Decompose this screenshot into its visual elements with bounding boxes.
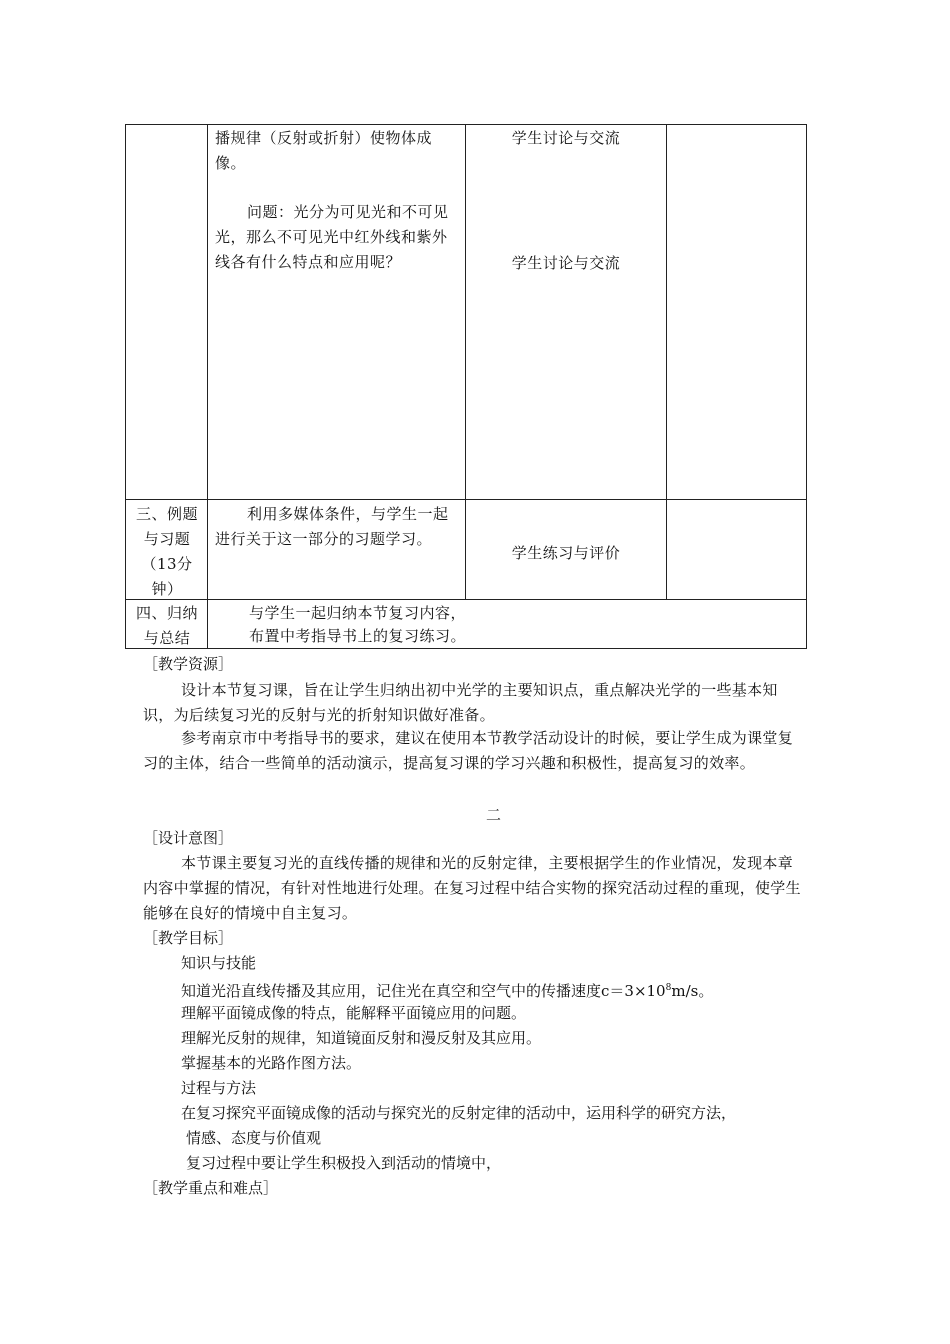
paragraph: 设计本节复习课，旨在让学生归纳出初中光学的主要知识点，重点解决光学的一些基本知识，为后续复习光的反射与光的折射知识做好准备。 [143,681,778,724]
table-cell: 播规律（反射或折射）使物体成像。 [215,129,433,172]
table-col-divider [666,124,667,599]
table-cell: 利用多媒体条件，与学生一起进行关于这一部分的习题学习。 [215,505,449,548]
table-border-left [125,124,126,649]
section-number: 二 [486,806,502,824]
goal-item: 理解光反射的规律，知道镜面反射和漫反射及其应用。 [181,1029,542,1047]
subheading: 过程与方法 [181,1079,257,1097]
paragraph: 本节课主要复习光的直线传播的规律和光的反射定律，主要根据学生的作业情况，发现本章内容中掌握的情况，有针对性地进行处理。在复习过程中结合实物的探究活动过程的重现，使学生能够在良好的情境中自主复习。 [143,854,801,922]
section-heading: ［教学资源］ [143,655,234,673]
lesson-table [125,124,807,649]
goal-item: 复习过程中要让学生积极投入到活动的情境中， [186,1154,502,1172]
section-heading: ［教学目标］ [143,929,234,947]
goal-exponent: 8 [665,983,672,993]
table-cell: 问题：光分为可见光和不可见光，那么不可见光中红外线和紫外线各有什么特点和应用呢？ [215,203,449,271]
table-col-divider [465,124,466,599]
table-cell: 三、例题与习题（13分钟） [135,505,198,598]
table-border-right [806,124,807,649]
table-cell: 学生讨论与交流 [511,254,621,272]
table-cell: 学生练习与评价 [511,544,621,562]
table-cell: 学生讨论与交流 [511,129,621,147]
subheading: 情感、态度与价值观 [186,1129,322,1147]
goal-item: 掌握基本的光路作图方法。 [181,1054,362,1072]
goal-item: 理解平面镜成像的特点，能解释平面镜应用的问题。 [181,1004,527,1022]
table-cell: 与学生一起归纳本节复习内容， [249,604,467,622]
table-row-divider [125,599,807,600]
section-heading: ［教学重点和难点］ [143,1179,279,1197]
goal-unit: m/s。 [671,982,714,1000]
table-row-divider [125,499,807,500]
goal-item: 在复习探究平面镜成像的活动与探究光的反射定律的活动中，运用科学的研究方法， [181,1104,737,1122]
subheading: 知识与技能 [181,954,257,972]
table-col-divider [207,124,208,649]
table-cell: 四、归纳与总结 [135,604,198,647]
goal-item [181,976,713,1003]
section-heading: ［设计意图］ [143,829,234,847]
paragraph: 参考南京市中考指导书的要求，建议在使用本节教学活动设计的时候，要让学生成为课堂复习的主体，结合一些简单的活动演示，提高复习课的学习兴趣和积极性，提高复习的效率。 [143,729,794,772]
table-cell: 布置中考指导书上的复习练习。 [249,627,467,645]
table-border-top [125,124,807,125]
goal-text: 知道光沿直线传播及其应用，记住光在真空和空气中的传播速度c＝3×10 [181,982,666,1000]
